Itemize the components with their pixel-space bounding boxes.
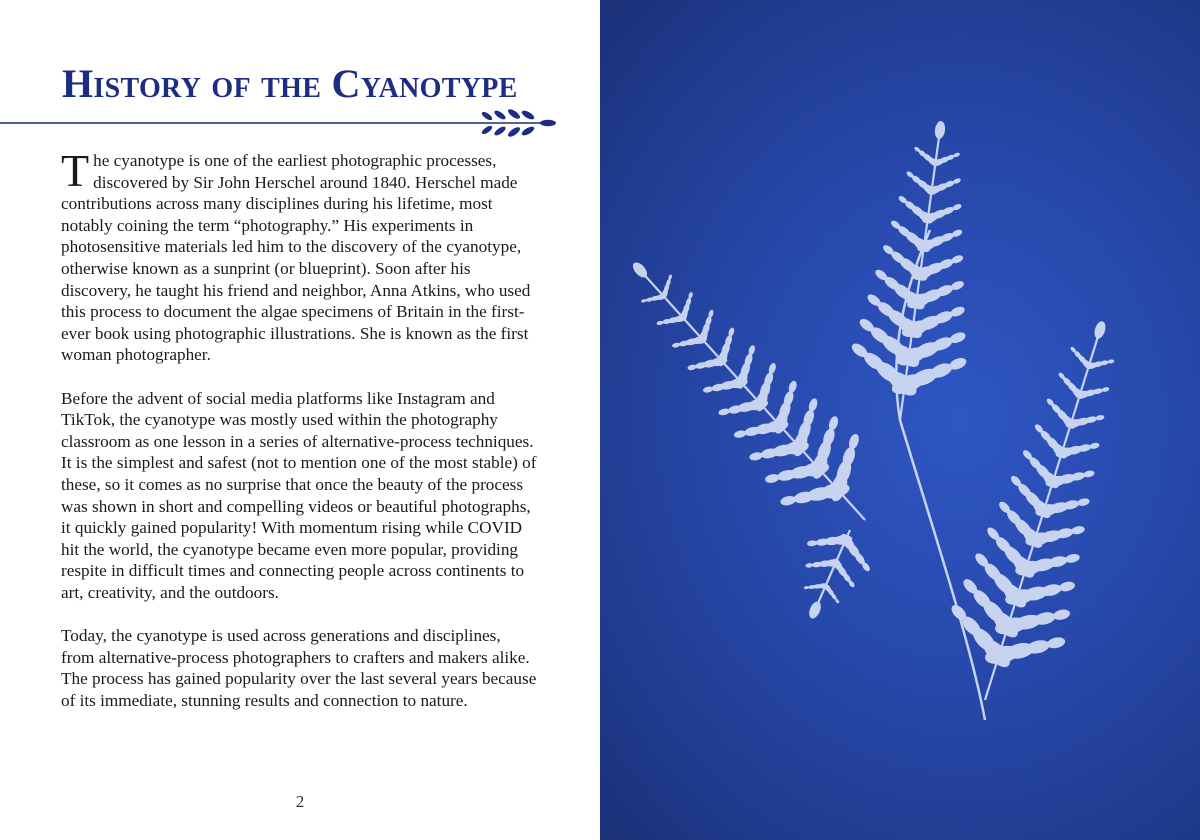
paragraph: [61, 145, 537, 366]
fern-print-image: [600, 0, 1200, 840]
body-text: [61, 145, 537, 733]
paragraph-text: he cyanotype is one of the earliest photographic processes, discovered by Sir John Herschel around 1840. Herschel made contributions across many disciplines during his lifetime, most notably coining the term “photography.” His experiments in photosensitive materials led him to the discovery of the cyanotype, otherwise known as a sunprint (or blueprint). Soon after his discovery, he taught his friend and neighbor, Anna Atkins, who used this process to document the algae specimens of Britain in the first-ever book using photographic illustrations. She is known as the first woman photographer.: [61, 151, 531, 365]
page-title: History of the Cyanotype: [62, 61, 518, 106]
paragraph: Before the advent of social media platforms like Instagram and TikTok, the cyanotype was mostly used within the photography classroom as one lesson in a series of alternative-process techniques. It is the simplest and safest (not to mention one of the most stable) of these, so it comes as no surprise that once the beauty of the process was shown in short and compelling videos or beautiful photographs, it quickly gained popularity! With momentum rising while COVID hit the world, the cyanotype became even more popular, providing respite in difficult times and connecting people across continents to art, creativity, and the outdoors.: [61, 388, 537, 602]
fern-fronds: [630, 120, 1114, 720]
paragraph: Today, the cyanotype is used across generations and disciplines, from alternative-process photographers to crafters and makers alike. The process has gained popularity over the last several years because of its immediate, stunning results and connection to nature.: [61, 626, 537, 710]
leaf-sprig-icon: [0, 104, 560, 144]
drop-cap: T: [61, 145, 90, 196]
cyanotype-print-image: [600, 0, 1200, 840]
page-number: 2: [295, 792, 305, 811]
